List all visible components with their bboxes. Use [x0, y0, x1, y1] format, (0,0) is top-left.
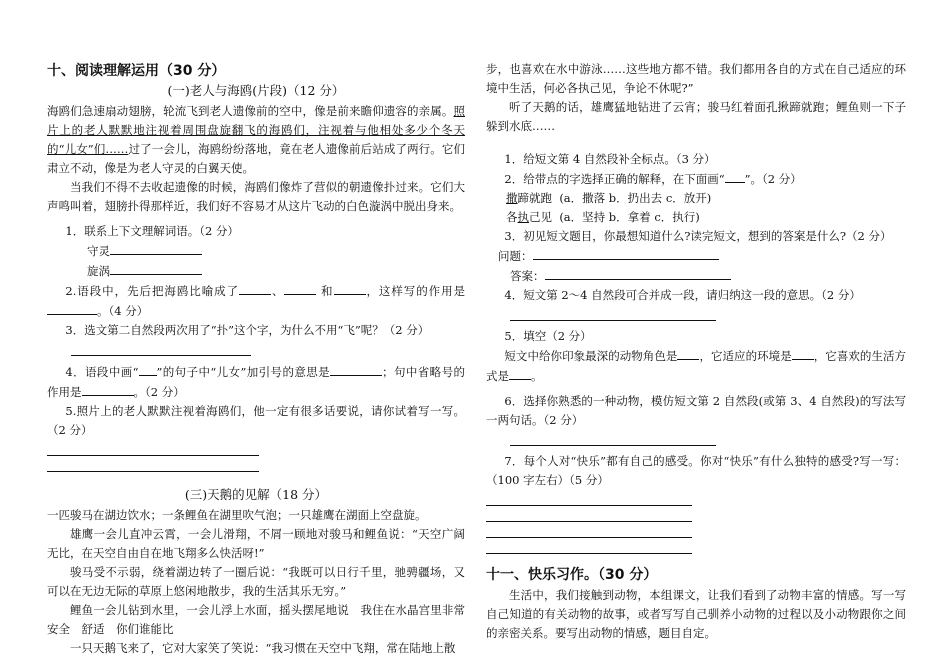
- essay-prompt: 生活中，我们接触到动物，本组课文，让我们看到了动物丰富的情感。写一写自己知道的有关动物的故事，或者写写自己驯养小动物的过程以及小动物跟你之间的亲密关系。要写出动物的情感，题目自定。: [486, 588, 906, 640]
- part-3-title: (三)天鹅的见解（18 分）: [184, 487, 328, 502]
- passage-1-paragraph-1: 海鸥们急速扇动翅膀，轮流飞到老人遗像前的空中，像是前来瞻仰遗容的亲属。照片上的老人默默地注视着周围盘旋翻飞的海鸥们，注视着与他相处多少个冬天的“儿女”们……过了一会儿，海鸥纷纷落地，竟在老人遗像前后站成了两行。它们肃立不动，像是为老人守灵的白翼天使。: [47, 104, 465, 175]
- story-paragraph-6: 听了天鹅的话，雄鹰猛地钻进了云宵；骏马红着面孔揪蹄就跑；鲤鱼则一下子躲到水底……: [486, 100, 906, 133]
- answer-blank[interactable]: [110, 261, 202, 275]
- story-paragraph-1: 一匹骏马在湖边饮水；一条鲤鱼在湖里吹气泡；一只雄鹰在湖面上空盘旋。: [47, 508, 427, 522]
- answer-blank[interactable]: [545, 266, 731, 280]
- answer-blank[interactable]: [509, 366, 531, 380]
- answer-line[interactable]: [486, 538, 692, 554]
- answer-blank[interactable]: [677, 346, 699, 360]
- answer-line[interactable]: [486, 506, 692, 522]
- question-1: 1．联系上下文理解词语。（2 分）: [65, 224, 239, 238]
- section-11-title: 十一、快乐习作。（30 分）: [486, 567, 658, 583]
- left-column: [47, 60, 465, 658]
- answer-line[interactable]: [510, 430, 716, 446]
- choice-item-1: 撒蹄就跑 (a．撒落 b．扔出去 c．放开): [506, 191, 712, 205]
- vocab-item-1: 守灵: [47, 241, 465, 261]
- answer-blank[interactable]: [110, 241, 202, 255]
- question-4: 4．语段中画“ ”的句子中“儿女”加引号的意思是 ；句中省略号的作用是 。（2 分）: [47, 362, 465, 402]
- answer-line[interactable]: [486, 490, 692, 506]
- question-r2: 2．给带点的字选择正确的解释，在下面画“ ”。（2 分）: [486, 169, 906, 189]
- choice-item-2: 各执己见 (a．坚持 b．拿着 c．执行): [506, 210, 700, 224]
- answer-line[interactable]: [47, 440, 259, 456]
- answer-line[interactable]: [71, 340, 251, 356]
- answer-blank[interactable]: [139, 362, 157, 376]
- question-3: 3．选文第二自然段两次用了“扑”这个字，为什么不用“飞”呢？（2 分）: [65, 323, 430, 337]
- answer-blank[interactable]: [725, 169, 745, 183]
- story-paragraph-3: 骏马受不示弱，绕着湖边转了一圈后说：“我既可以日行千里，驰骋疆场，又可以在无边无际的草原上悠闲地散步，我的生活其乐无穷。”: [47, 565, 465, 598]
- underlined-sentence: 照片上的老人默默地注视着周围盘旋翻飞的海鸥们，注视着与他相处多少个冬天的“儿女”们……: [47, 104, 465, 156]
- answer-blank[interactable]: [792, 346, 814, 360]
- story-paragraph-2: 雄鹰一会儿直冲云霄，一会儿滑翔，不屑一顾地对骏马和鲤鱼说：“天空广阔无比，在天空自由自在地飞翔多么快活呀!”: [47, 527, 465, 560]
- vocab-item-2: 旋涡: [47, 261, 465, 281]
- question-r3-answer-field: 答案：: [486, 266, 906, 286]
- question-r7: 7．每个人对“快乐”都有自己的感受。你对“快乐”有什么独特的感受?写一写：（100 字左右）（5 分）: [486, 454, 906, 487]
- story-paragraph-5: 一只天鹅飞来了，它对大家笑了笑说：“我习惯在天空中飞翔，常在陆地上散: [70, 641, 456, 655]
- story-paragraph-4: 鲤鱼一会儿钻到水里，一会儿浮上水面，摇头摆尾地说 我住在水晶宫里非常安全 舒适 你们谁能比: [47, 603, 465, 636]
- question-r5-body: 短文中给你印象最深的动物角色是 ，它适应的环境是 ，它喜欢的生活方式是 。: [486, 346, 906, 386]
- answer-blank[interactable]: [47, 301, 97, 315]
- question-r1: 1．给短文第 4 自然段补全标点。（3 分）: [504, 152, 716, 166]
- answer-blank[interactable]: [334, 281, 366, 295]
- answer-line[interactable]: [47, 456, 259, 472]
- answer-line[interactable]: [510, 305, 716, 321]
- part-1-title: (一)老人与海鸥(片段)（12 分）: [167, 83, 345, 98]
- answer-blank[interactable]: [533, 246, 719, 260]
- question-2: 2.语段中，先后把海鸥比喻成了 、 和 ，这样写的作用是。（4 分）: [47, 281, 465, 321]
- answer-blank[interactable]: [284, 281, 316, 295]
- answer-blank[interactable]: [239, 281, 271, 295]
- question-r6: 6．选择你熟悉的一种动物，模仿短文第 2 自然段(或第 3、4 自然段)的写法写一两句话。（2 分）: [486, 394, 906, 427]
- section-10-title: 十、阅读理解运用（30 分）: [47, 63, 226, 79]
- passage-1-paragraph-2: 当我们不得不去收起遗像的时候，海鸥们像炸了营似的朝遗像扑过来。它们大声鸣叫着，翅膀扑得那样近，我们好不容易才从这片飞动的白色漩涡中脱出身来。: [47, 180, 465, 213]
- question-r4: 4．短文第 2～4 自然段可合并成一段，请归纳这一段的意思。（2 分）: [504, 288, 861, 302]
- answer-blank[interactable]: [82, 382, 134, 396]
- story-paragraph-5-continued: 步，也喜欢在水中游泳……这些地方都不错。我们都用各自的方式在自己适应的环境中生活，何必各执己见，争论不休呢?”: [486, 62, 906, 95]
- question-r3: 3．初见短文题目，你最想知道什么?读完短文，想到的答案是什么?（2 分）: [504, 229, 892, 243]
- question-5: 5.照片上的老人默默注视着海鸥们，他一定有很多话要说，请你试着写一写。（2 分）: [47, 404, 465, 437]
- right-column: [486, 60, 906, 643]
- question-r3-question-field: 问题：: [486, 246, 906, 266]
- answer-blank[interactable]: [330, 362, 382, 376]
- question-r5: 5．填空（2 分）: [504, 329, 592, 343]
- answer-line[interactable]: [486, 522, 692, 538]
